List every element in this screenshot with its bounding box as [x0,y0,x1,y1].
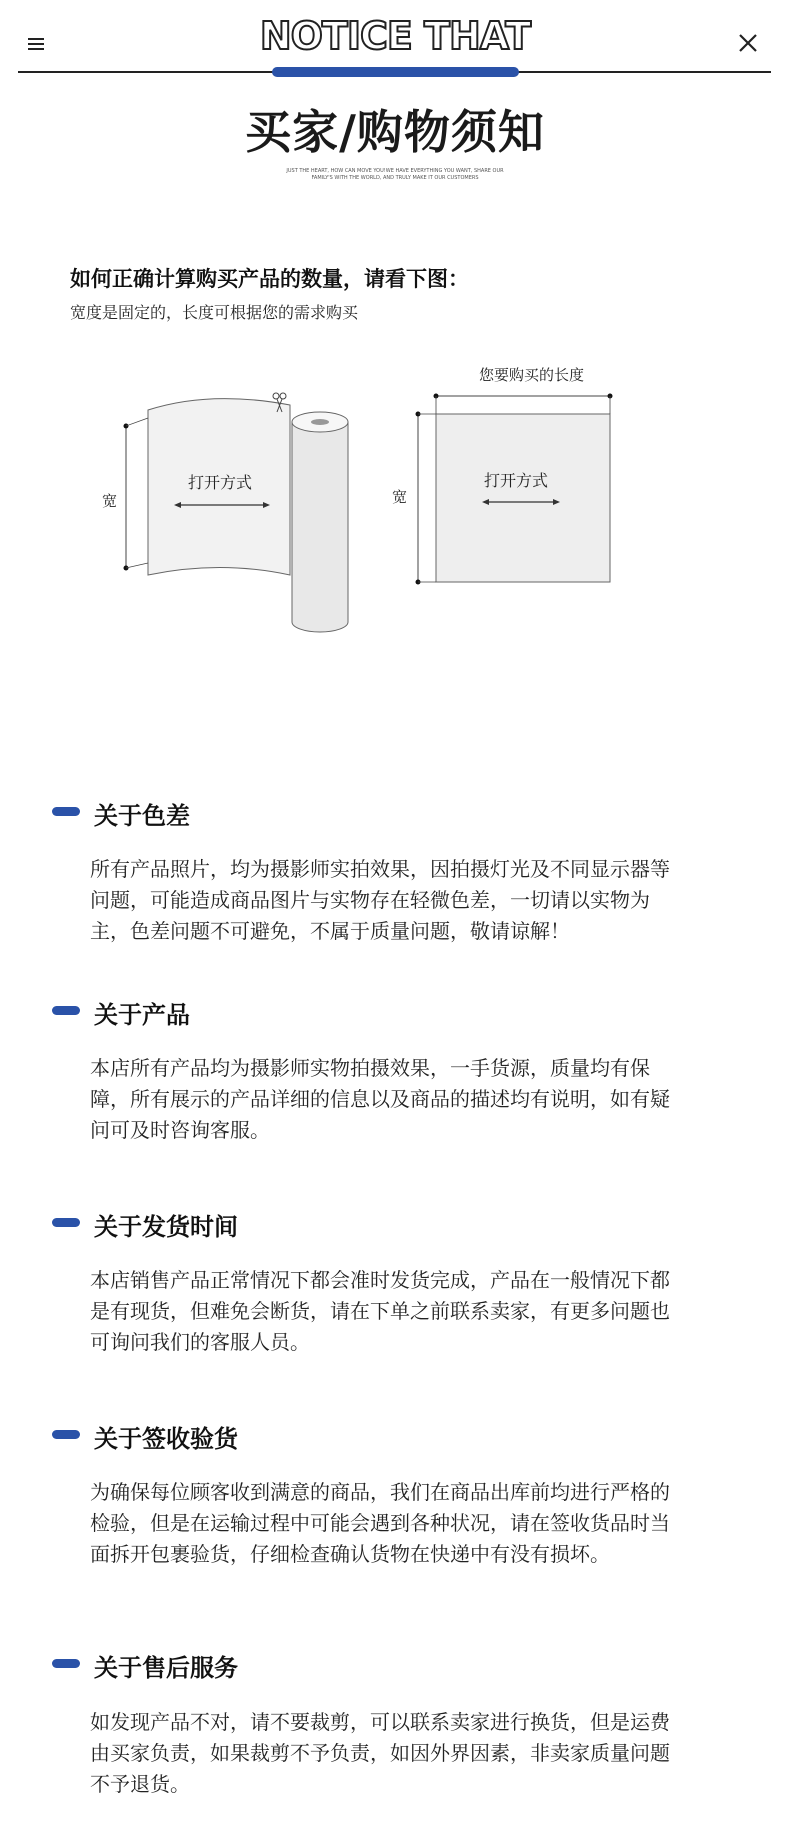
section-inspection-body [90,1477,740,1570]
close-icon[interactable] [735,30,761,56]
section-bullet [52,807,80,816]
fabric-flat-sheet [436,414,610,582]
sheet-width-label: 宽 [392,488,408,506]
howto-subtext: 宽度是固定的，长度可根据您的需求购买 [70,303,359,322]
section-title: 关于发货时间 [94,1213,238,1241]
body-line: 主，色差问题不可避免，不属于质量问题，敬请谅解！ [90,919,570,943]
body-line: 为确保每位顾客收到满意的商品，我们在商品出库前均进行严格的 [90,1480,670,1504]
section-title: 关于签收验货 [94,1425,238,1453]
subtitle-line-2: FAMILY'S WITH THE WORLD, AND TRULY MAKE IT OUR CUSTOMERS [311,175,479,181]
page-title: 买家/购物须知 [245,105,545,159]
purchase-length-diagram [80,360,680,650]
top-header [0,0,790,80]
body-line: 本店所有产品均为摄影师实物拍摄效果，一手货源，质量均有保 [90,1056,650,1080]
body-line: 不予退货。 [90,1772,190,1796]
body-line: 检验，但是在运输过程中可能会遇到各种状况，请在签收货品时当 [90,1511,670,1535]
section-bullet [52,1659,80,1668]
body-line: 可询问我们的客服人员。 [90,1330,310,1354]
subtitle-line-1: JUST THE HEART, HOW CAN MOVE YOU!WE HAVE EVERYTHING YOU WANT, SHARE OUR [286,168,504,174]
sheet-length-label: 您要购买的长度 [479,366,585,384]
body-line: 本店销售产品正常情况下都会准时发货完成，产品在一般情况下都 [90,1268,670,1292]
section-bullet [52,1006,80,1015]
section-bullet [52,1218,80,1227]
section-bullet [52,1430,80,1439]
section-color-difference-body [90,854,740,947]
body-line: 由买家负责，如果裁剪不予负责，如因外界因素，非卖家质量问题 [90,1741,670,1765]
body-line: 如发现产品不对，请不要裁剪，可以联系卖家进行换货，但是运费 [90,1710,670,1734]
section-title: 关于产品 [94,1001,190,1029]
body-line: 问题，可能造成商品图片与实物存在轻微色差，一切请以实物为 [90,888,650,912]
section-title: 关于色差 [94,802,190,830]
section-shipping-body [90,1265,740,1358]
section-product-body [90,1053,740,1146]
roll-core [311,419,329,425]
body-line: 是有现货，但难免会断货，请在下单之前联系卖家，有更多问题也 [90,1299,670,1323]
sheet-open-label: 打开方式 [484,471,549,490]
body-line: 问可及时咨询客服。 [90,1118,270,1142]
brand-logo-text: NOTICE THAT [259,14,531,58]
body-line: 障，所有展示的产品详细的信息以及商品的描述均有说明，如有疑 [90,1087,670,1111]
body-line: 所有产品照片，均为摄影师实拍效果，因拍摄灯光及不同显示器等 [90,857,670,881]
roll-width-label: 宽 [102,492,118,510]
roll-open-label: 打开方式 [188,473,253,492]
body-line: 面拆开包裹验货，仔细检查确认货物在快递中有没有损坏。 [90,1542,610,1566]
section-title: 关于售后服务 [94,1654,238,1682]
howto-heading: 如何正确计算购买产品的数量，请看下图： [70,267,469,291]
section-after-sales-body [90,1707,740,1800]
header-accent-bar [272,67,519,77]
fabric-roll-shape [292,422,348,632]
